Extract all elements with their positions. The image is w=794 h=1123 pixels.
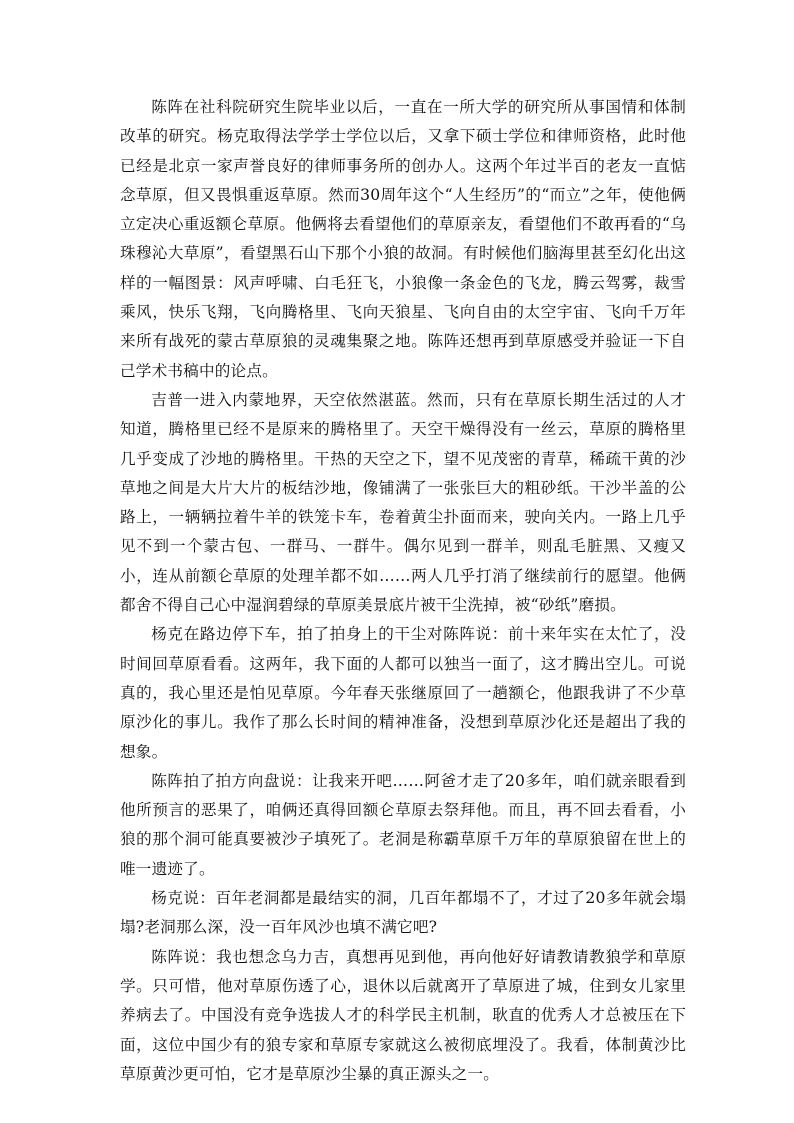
paragraph-6: 陈阵说：我也想念乌力吉，真想再见到他，再向他好好请教请教狼学和草原学。只可惜，他对草原伤透了心，退休以后就离开了草原进了城，住到女儿家里养病去了。中国没有竞争选拔人才的科学民主机制，耿直的优秀人才总被压在下面，这位中国少有的狼专家和草原专家就这么被彻底埋没了。我看，体制黄沙比草原黄沙更可怕，它才是草原沙尘暴的真正源头之一。 bbox=[120, 947, 686, 1083]
paragraph-5: 杨克说：百年老洞都是最结实的洞，几百年都塌不了，才过了20多年就会塌塌?老洞那么深，没一百年风沙也填不满它吧? bbox=[120, 889, 686, 937]
paragraph-3: 杨克在路边停下车，拍了拍身上的干尘对陈阵说：前十来年实在太忙了，没时间回草原看看。这两年，我下面的人都可以独当一面了，这才腾出空儿。可说真的，我心里还是怕见草原。今年春天张继原回了一趟额仑，他跟我讲了不少草原沙化的事儿。我作了那么长时间的精神准备，没想到草原沙化还是超出了我的想象。 bbox=[120, 625, 686, 761]
document-body bbox=[120, 93, 686, 1089]
paragraph-1: 陈阵在社科院研究生院毕业以后，一直在一所大学的研究所从事国情和体制改革的研究。杨克取得法学学士学位以后，又拿下硕士学位和律师资格，此时他已经是北京一家声誉良好的律师事务所的创办人。这两个年过半百的老友一直惦念草原，但又畏惧重返草原。然而30周年这个“人生经历”的“而立”之年，使他俩立定决心重返额仑草原。他俩将去看望他们的草原亲友，看望他们不敢再看的“乌珠穆沁大草原”，看望黑石山下那个小狼的故洞。有时候他们脑海里甚至幻化出这样的一幅图景：风声呼啸、白毛狂飞，小狼像一条金色的飞龙，腾云驾雾，裁雪乘风，快乐飞翔，飞向腾格里、飞向天狼星、飞向自由的太空宇宙、飞向千万年来所有战死的蒙古草原狼的灵魂集聚之地。陈阵还想再到草原感受并验证一下自己学术书稿中的论点。 bbox=[120, 98, 686, 380]
paragraph-2: 吉普一进入内蒙地界，天空依然湛蓝。然而，只有在草原长期生活过的人才知道，腾格里已经不是原来的腾格里了。天空干燥得没有一丝云，草原的腾格里几乎变成了沙地的腾格里。干热的天空之下，望不见茂密的青草，稀疏干黄的沙草地之间是大片大片的板结沙地，像铺满了一张张巨大的粗砂纸。干沙半盖的公路上，一辆辆拉着牛羊的铁笼卡车，卷着黄尘扑面而来，驶向关内。一路上几乎见不到一个蒙古包、一群马、一群牛。偶尔见到一群羊，则乱毛脏黑、又瘦又小，连从前额仑草原的处理羊都不如……两人几乎打消了继续前行的愿望。他俩都舍不得自己心中湿润碧绿的草原美景底片被干尘洗掉，被“砂纸”磨损。 bbox=[120, 390, 686, 615]
paragraph-4: 陈阵拍了拍方向盘说：让我来开吧……阿爸才走了20多年，咱们就亲眼看到他所预言的恶果了，咱俩还真得回额仑草原去祭拜他。而且，再不回去看看，小狼的那个洞可能真要被沙子填死了。老洞是称霸草原千万年的草原狼留在世上的唯一遗迹了。 bbox=[120, 771, 686, 878]
